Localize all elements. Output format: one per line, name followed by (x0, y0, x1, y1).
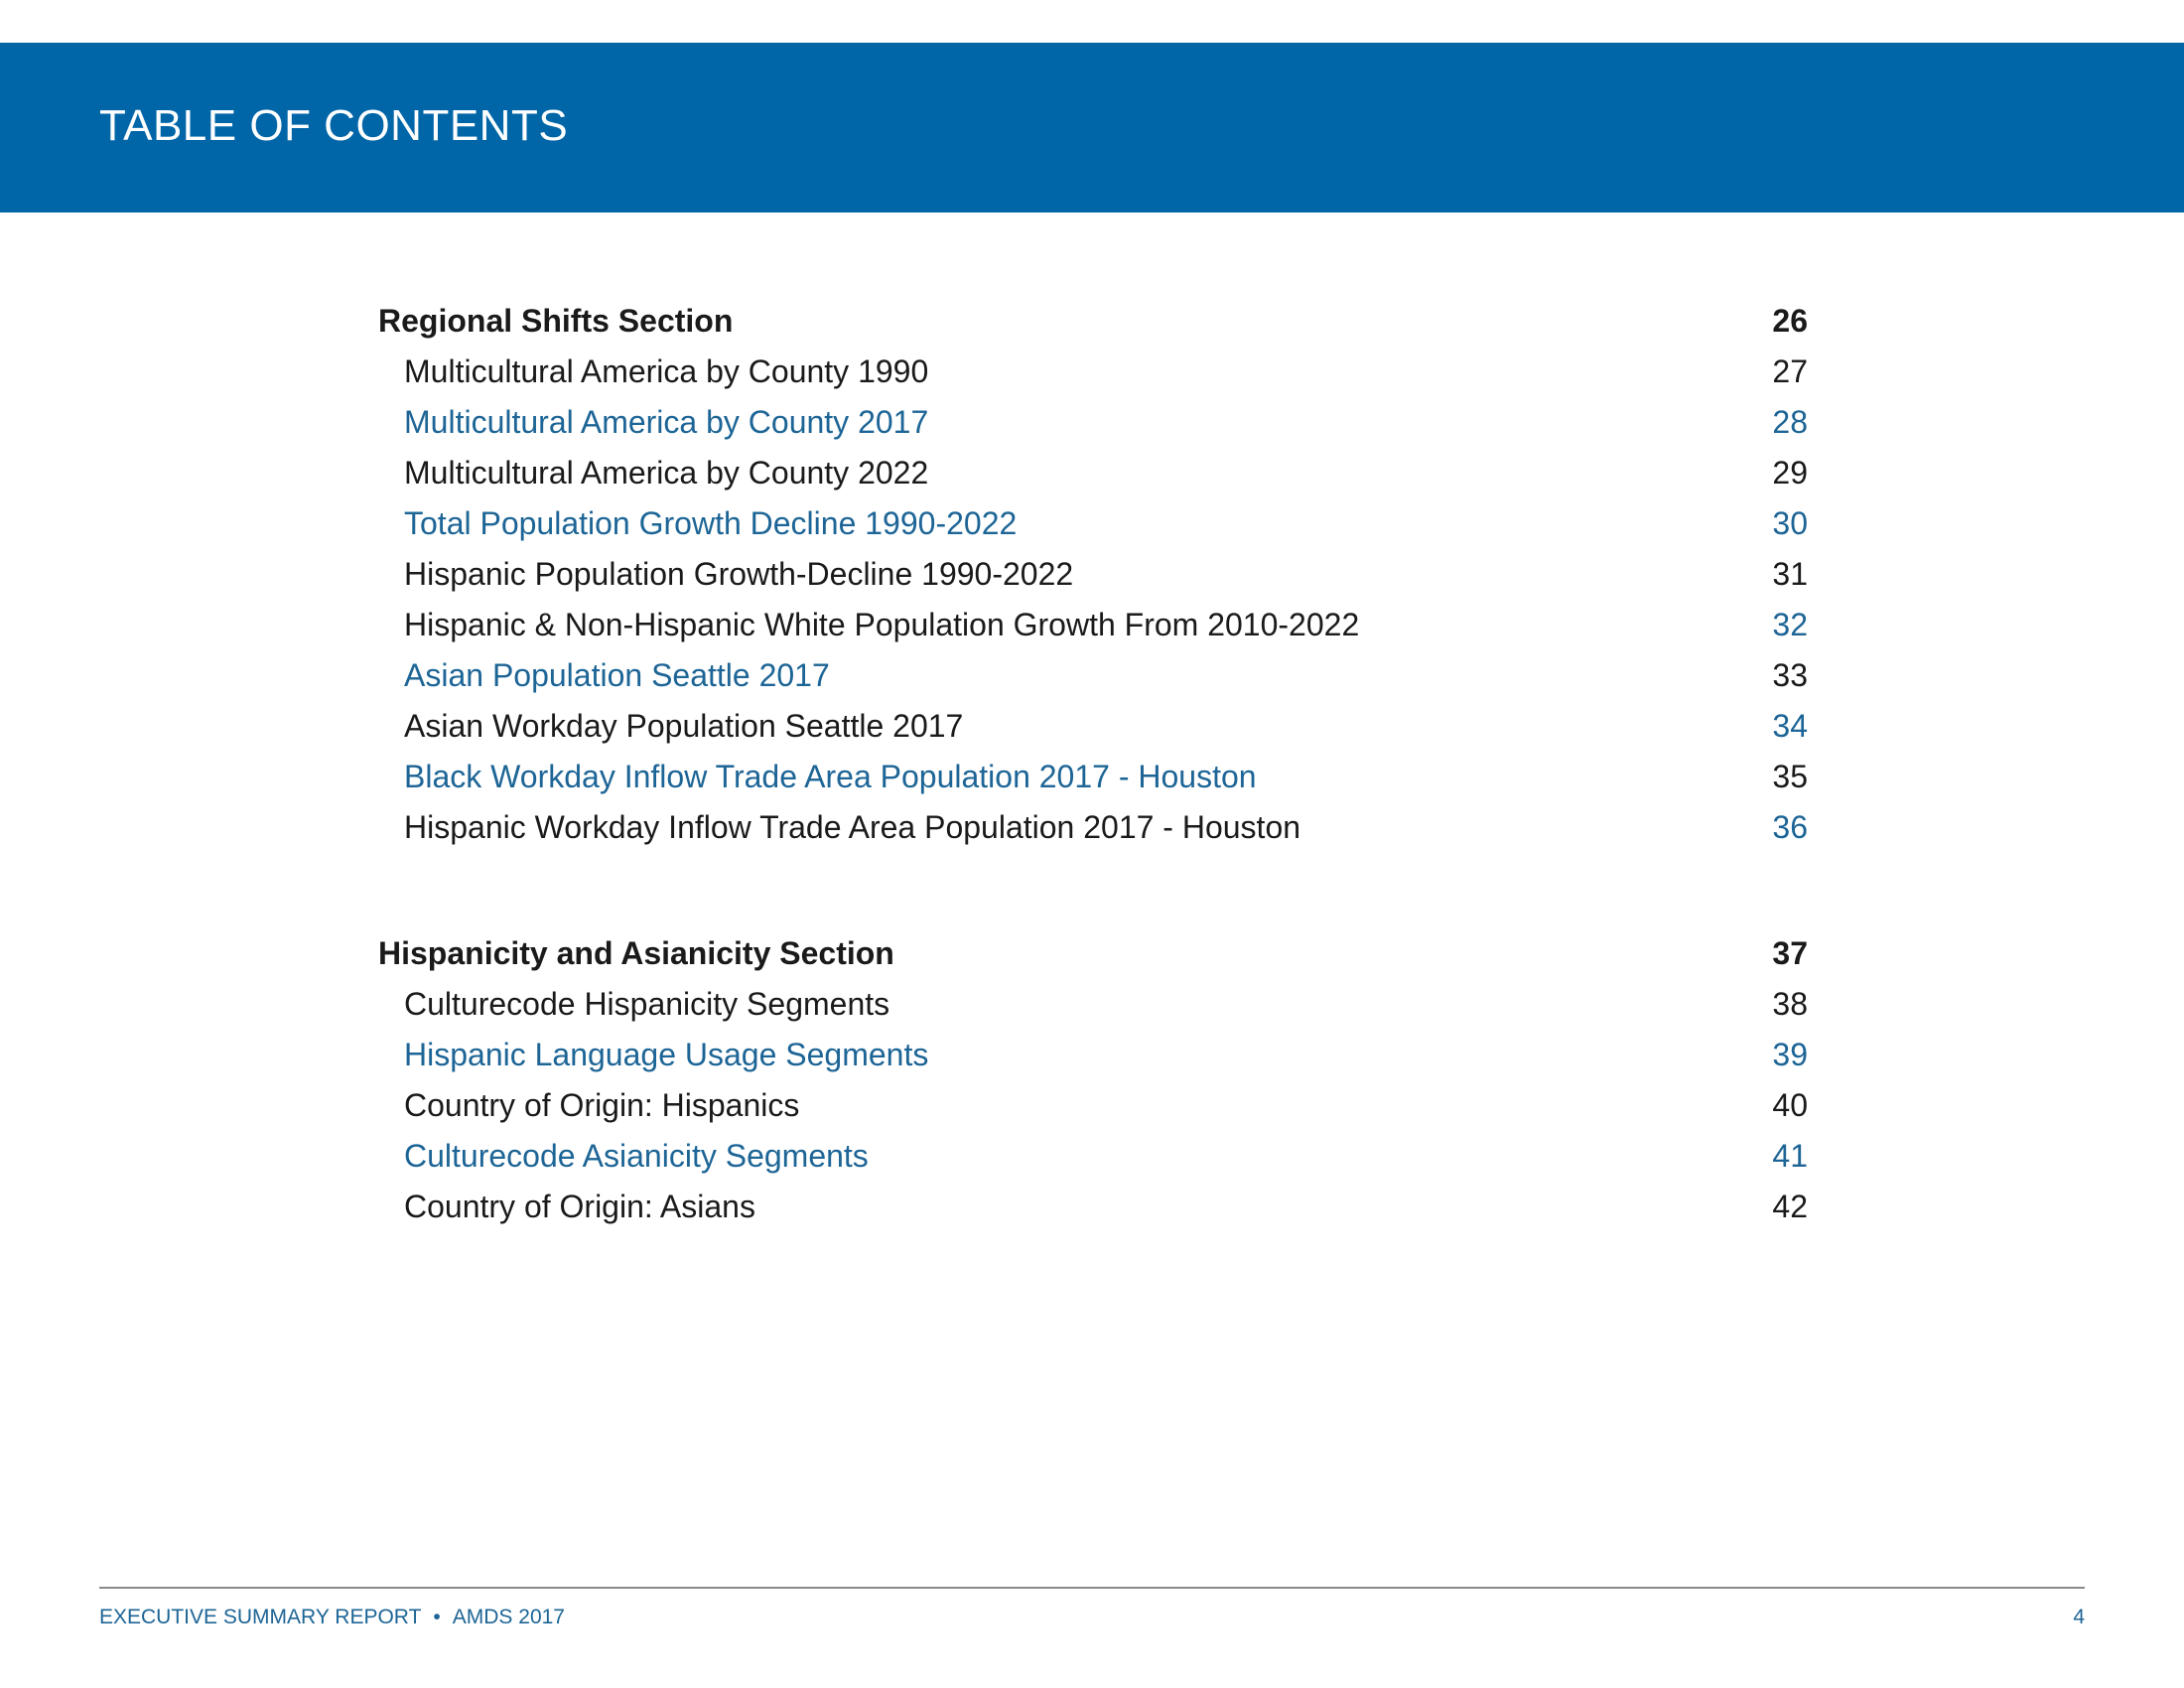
toc-section-page: 26 (1772, 303, 1808, 339)
toc-entry[interactable] (378, 752, 1808, 802)
toc-section-title: Regional Shifts Section (378, 303, 734, 339)
toc-section-page: 37 (1772, 935, 1808, 971)
toc-entry-page: 31 (1772, 556, 1808, 592)
toc-entry-page: 39 (1772, 1037, 1808, 1072)
toc-entry-page: 36 (1772, 809, 1808, 845)
toc-entry-label: Multicultural America by County 2017 (404, 404, 929, 440)
footer-edition: AMDS 2017 (452, 1606, 565, 1628)
toc-entry-label: Hispanic Population Growth-Decline 1990-2022 (404, 556, 1074, 592)
toc-section-title: Hispanicity and Asianicity Section (378, 935, 894, 971)
toc-entry-label: Total Population Growth Decline 1990-2022 (404, 505, 1018, 541)
footer-separator: • (433, 1606, 441, 1628)
toc-entry[interactable] (378, 701, 1808, 752)
toc-entry[interactable] (378, 802, 1808, 853)
toc-entry-page: 41 (1772, 1138, 1808, 1174)
toc-entry-page: 28 (1772, 404, 1808, 440)
toc-entry-label: Multicultural America by County 1990 (404, 353, 929, 389)
toc-entry-label: Asian Population Seattle 2017 (404, 657, 830, 693)
toc-entry-label: Asian Workday Population Seattle 2017 (404, 708, 964, 744)
toc-entry-label: Country of Origin: Asians (404, 1189, 755, 1224)
toc-entry-label: Country of Origin: Hispanics (404, 1087, 800, 1123)
toc-entry-label: Culturecode Asianicity Segments (404, 1138, 869, 1174)
toc-entry[interactable] (378, 1080, 1808, 1131)
toc-entry-page: 32 (1772, 607, 1808, 642)
toc-entry[interactable] (378, 979, 1808, 1030)
toc-entry-label: Hispanic Workday Inflow Trade Area Population 2017 - Houston (404, 809, 1301, 845)
toc-section-regional-shifts (378, 296, 1808, 853)
toc-entry-page: 33 (1772, 657, 1808, 693)
toc-entry[interactable] (378, 650, 1808, 701)
toc-entry-label: Culturecode Hispanicity Segments (404, 986, 890, 1022)
toc-entry[interactable] (378, 600, 1808, 650)
toc-entry[interactable] (378, 549, 1808, 600)
toc-entry[interactable] (378, 1182, 1808, 1232)
toc-entry-page: 35 (1772, 759, 1808, 794)
toc-section-heading[interactable] (378, 928, 1808, 979)
toc-entry[interactable] (378, 397, 1808, 448)
toc-entry-page: 34 (1772, 708, 1808, 744)
toc-entry[interactable] (378, 347, 1808, 397)
toc-entry[interactable] (378, 498, 1808, 549)
page-title: TABLE OF CONTENTS (99, 101, 569, 150)
toc-section-hispanicity-asianicity (378, 928, 1808, 1232)
toc-entry-page: 30 (1772, 505, 1808, 541)
toc-section-heading[interactable] (378, 296, 1808, 347)
footer-report-name: EXECUTIVE SUMMARY REPORT (99, 1606, 422, 1628)
footer-page-number: 4 (2073, 1606, 2085, 1628)
toc-entry-page: 27 (1772, 353, 1808, 389)
footer-report-label (99, 1606, 565, 1629)
toc-entry-page: 42 (1772, 1189, 1808, 1224)
toc-entry[interactable] (378, 1131, 1808, 1182)
toc-entry-page: 29 (1772, 455, 1808, 491)
toc-entry[interactable] (378, 1030, 1808, 1080)
toc-entry-label: Hispanic Language Usage Segments (404, 1037, 929, 1072)
toc-entry[interactable] (378, 448, 1808, 498)
footer-divider (99, 1587, 2085, 1589)
toc-entry-label: Hispanic & Non-Hispanic White Population Growth From 2010-2022 (404, 607, 1360, 642)
toc-entry-page: 40 (1772, 1087, 1808, 1123)
toc-entry-page: 38 (1772, 986, 1808, 1022)
toc-entry-label: Black Workday Inflow Trade Area Population 2017 - Houston (404, 759, 1257, 794)
toc-entry-label: Multicultural America by County 2022 (404, 455, 929, 491)
